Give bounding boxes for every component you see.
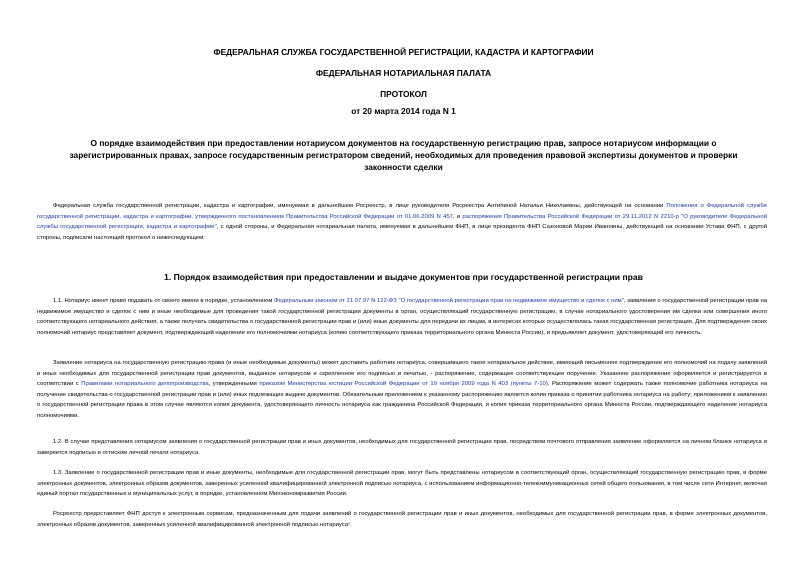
preamble-text-2: , и bbox=[452, 213, 463, 220]
preamble-text-3: , с одной стороны, и Федеральная нотариальная палата, именуемая в дальнейшем ФНП, в лице президента ФНП Сазоновой Марии Ивановны, действующей на основании Устава ФНП, с другой стороны, подписали настоящий протокол о нижеследующем: bbox=[37, 224, 767, 241]
link-regulation-457[interactable]: Положения о Федеральной службе государственной регистрации, кадастра и картографии, утвержденного постановлением Правительства Российской Федерации от 01.06.2009 N 457 bbox=[37, 203, 767, 220]
document-type: ПРОТОКОЛ bbox=[380, 89, 427, 99]
issuer-rosreestr: ФЕДЕРАЛЬНАЯ СЛУЖБА ГОСУДАРСТВЕННОЙ РЕГИСТРАЦИИ, КАДАСТРА И КАРТОГРАФИИ bbox=[213, 47, 594, 57]
preamble-paragraph bbox=[37, 201, 767, 243]
issuer-fnp: ФЕДЕРАЛЬНАЯ НОТАРИАЛЬНАЯ ПАЛАТА bbox=[315, 68, 492, 78]
paragraph-1-1b-text-1: Заявление нотариуса на государственную регистрацию права (и иные необходимые документы) может доставить работник нотариуса, совершившего такое нотариальное действие, имеющий письменное подтверждение его полномочий на подачу заявлений и иных необходимых для государственной регистрации прав документов, выданное нотариусом и скрепленное его подписью и печатью, - распоряжение, содержащее соответствующее поручение. Указанное распоряжение оформляется и регистрируется в соответствии с bbox=[37, 360, 767, 388]
paragraph-1-3: 1.3. Заявление о государственной регистрации прав и иные документы, необходимые для государственной регистрации прав, могут быть представлены нотариусом в соответствующий орган, осуществляющий государственную регистрацию прав, в форме электронных документов, электронных образов документов, заверенных усиленной квалифицированной электронной подписью нотариуса, с использованием информационно-телекоммуникационных сетей общего пользования, в том числе сети Интернет, включая единый портал государственных и муниципальных услуг, в порядке, установленном Минэкономразвития России. bbox=[37, 470, 767, 498]
document-subject: О порядке взаимодействия при предоставлении нотариусом документов на государственную регистрацию прав, запросе нотариусом информации о зарегистрированных правах, запросе государственным регистратором сведений, необходимых для проведения правовой экспертизы документов и проверки законности сделки bbox=[69, 138, 738, 172]
link-federal-law-122[interactable]: Федеральным законом от 21.07.97 N 122-ФЗ "О государственной регистрации прав на недвижимое имущество и сделок с ним" bbox=[274, 298, 624, 304]
paragraph-1-2: 1.2. В случае представления нотариусом заявления о государственной регистрации прав и иных документов, необходимых для государственной регистрации прав, посредством почтового отправления заявление оформляется на личном бланке нотариуса и заверяется подписью и оттиском личной печати нотариуса. bbox=[37, 439, 767, 456]
link-order-2210[interactable]: распоряжения Правительства Российской Федерации от 29.11.2012 N 2210-р "О руководителе Федеральной службы государственной регистрации, кадастра и картографии" bbox=[37, 213, 767, 231]
paragraph-1-1 bbox=[37, 296, 767, 338]
section-1-title: 1. Порядок взаимодействия при предоставлении и выдаче документов при государственной регистрации прав bbox=[164, 272, 643, 282]
paragraph-1-1b-text-2: , утвержденными bbox=[208, 381, 260, 388]
paragraph-1-1-continued bbox=[37, 358, 767, 422]
preamble-text-1: Федеральная служба государственной регистрации, кадастра и картографии, именуемая в дальнейшем Росреестр, в лице руководителя Росреестра Антипиной Натальи Николаевны, действующей на основании bbox=[53, 203, 667, 209]
link-order-403[interactable]: приказом Министерства юстиции Российской Федерации от 19 ноября 2009 года N 403 (пункты 7-10) bbox=[259, 381, 548, 388]
document-date-number: от 20 марта 2014 года N 1 bbox=[351, 106, 456, 116]
link-notary-rules[interactable]: Правилами нотариального делопроизводства bbox=[81, 381, 209, 388]
paragraph-1-3-continued: Росреестр предоставляет ФНП доступ к электронным сервисам, предназначенным для подачи заявлений о государственной регистрации прав и иных документов, необходимых для государственной регистрации прав, в форме электронных документов, электронных образов документов, заверенных усиленной квалифицированной электронной подписью нотариуса¹. bbox=[37, 511, 767, 528]
paragraph-1-1-text-1: 1.1. Нотариус имеет право подавать от своего имени в порядке, установленном bbox=[53, 298, 275, 304]
paragraph-1-1-text-2: , заявления о государственной регистрации прав на недвижимое имущество и сделок с ним и иные необходимые для проведения такой государственной регистрации документы в орган, осуществляющий государственную регистрацию, в случае нотариального удостоверения им сделки или совершения иного соответствующего нотариального действия, а также получать свидетельства о государственной регистрации прав и (или) иные документы для передачи их лицам, в интересах которых осуществлялась такая государственная регистрация. Для подтверждения своих полномочий нотариус представляет документ, подтверждающий наделение его полномочиями нотариуса (копию соответствующего приказа территориального органа Минюста России), и предъявляет документ, удостоверяющий его личность. bbox=[37, 298, 767, 336]
paragraph-1-1b-text-3: . Распоряжение может содержать также полномочие работника нотариуса на получение свидетельства о государственной регистрации прав и (или) иных подлежащих выдаче документов. Обязательным приложением к указанному распоряжению является копия приказа о принятии работника нотариуса на работу; приложением к заявлению о государственной регистрации права в этом случае являются копия документа, удостоверяющего личность нотариуса как гражданина Российской Федерации, и копия приказа территориального органа Минюста России, подтверждающего наделение нотариуса полномочиями. bbox=[37, 381, 767, 419]
